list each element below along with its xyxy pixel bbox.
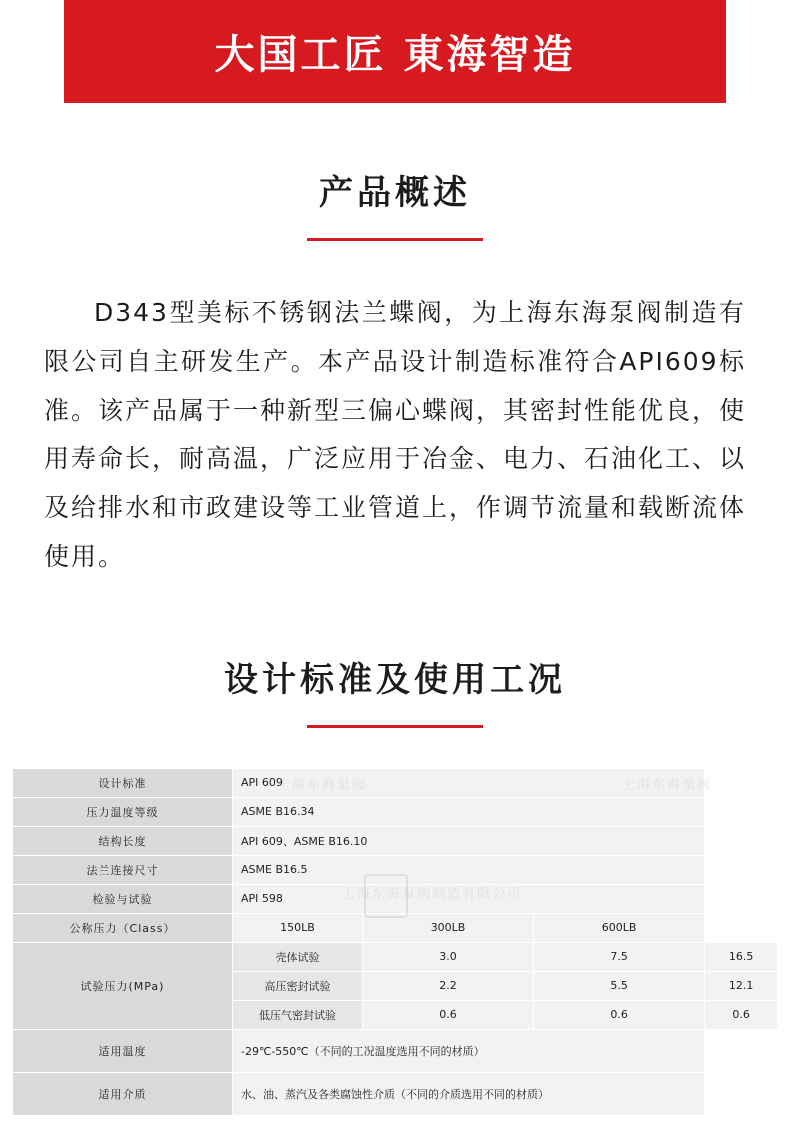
section-underline-standards	[307, 725, 483, 728]
row-label: 检验与试验	[13, 884, 233, 913]
table-row	[13, 797, 778, 826]
class-value-150lb: 150LB	[233, 913, 363, 942]
row-label: 法兰连接尺寸	[13, 855, 233, 884]
banner-edge-left	[0, 0, 64, 103]
banner-edge-right	[726, 0, 790, 103]
overview-paragraph: D343型美标不锈钢法兰蝶阀，为上海东海泵阀制造有限公司自主研发生产。本产品设计制造标准符合API609标准。该产品属于一种新型三偏心蝶阀，其密封性能优良，使用寿命长，耐高温，广泛应用于冶金、电力、石油化工、以及给排水和市政建设等工业管道上，作调节流量和载断流体使用。	[44, 298, 747, 571]
row-value: API 609、ASME B16.10	[233, 826, 705, 855]
table-row	[13, 768, 778, 797]
test-pressure-600lb-2: 0.6	[705, 1000, 778, 1029]
sublabel-high-pressure-seal-test: 高压密封试验	[233, 971, 363, 1000]
sublabel-low-pressure-air-seal-test: 低压气密封试验	[233, 1000, 363, 1029]
class-value-300lb: 300LB	[363, 913, 534, 942]
section-title-overview: 产品概述	[319, 173, 471, 213]
sublabel-shell-test: 壳体试验	[233, 942, 363, 971]
shell-test-300lb: 7.5	[534, 942, 705, 971]
row-value: API 609	[233, 768, 705, 797]
table-row-temperature	[13, 1029, 778, 1072]
banner-title: 大国工匠 東海智造	[214, 32, 576, 78]
table-row	[13, 884, 778, 913]
table-row-test-shell	[13, 942, 778, 971]
row-label-temperature: 适用温度	[13, 1029, 233, 1072]
table-row-medium	[13, 1072, 778, 1115]
high-seal-300lb: 5.5	[534, 971, 705, 1000]
table-row	[13, 855, 778, 884]
test-pressure-600lb-0: 16.5	[705, 942, 778, 971]
row-label: 设计标准	[13, 768, 233, 797]
test-pressure-600lb-1: 12.1	[705, 971, 778, 1000]
row-label: 压力温度等级	[13, 797, 233, 826]
section-heading-overview	[0, 165, 790, 241]
row-label-class: 公称压力（Class）	[13, 913, 233, 942]
table-row-class	[13, 913, 778, 942]
row-value: ASME B16.5	[233, 855, 705, 884]
table-row	[13, 826, 778, 855]
specification-table	[12, 768, 778, 1116]
row-label: 结构长度	[13, 826, 233, 855]
row-label-medium: 适用介质	[13, 1072, 233, 1115]
row-value: ASME B16.34	[233, 797, 705, 826]
section-underline-overview	[307, 238, 483, 241]
banner-inner	[0, 0, 790, 103]
low-seal-150lb: 0.6	[363, 1000, 534, 1029]
low-seal-300lb: 0.6	[534, 1000, 705, 1029]
spec-table-wrapper	[12, 768, 778, 1116]
section-title-standards: 设计标准及使用工况	[224, 659, 566, 700]
shell-test-150lb: 3.0	[363, 942, 534, 971]
high-seal-150lb: 2.2	[363, 971, 534, 1000]
row-label-test-pressure: 试验压力(MPa)	[13, 942, 233, 1029]
row-value-medium: 水、油、蒸汽及各类腐蚀性介质（不同的介质选用不同的材质）	[233, 1072, 705, 1115]
top-banner	[0, 0, 790, 103]
section-heading-standards	[0, 652, 790, 728]
row-value: API 598	[233, 884, 705, 913]
row-value-temperature: -29℃-550℃（不同的工况温度选用不同的材质）	[233, 1029, 705, 1072]
class-value-600lb: 600LB	[534, 913, 705, 942]
